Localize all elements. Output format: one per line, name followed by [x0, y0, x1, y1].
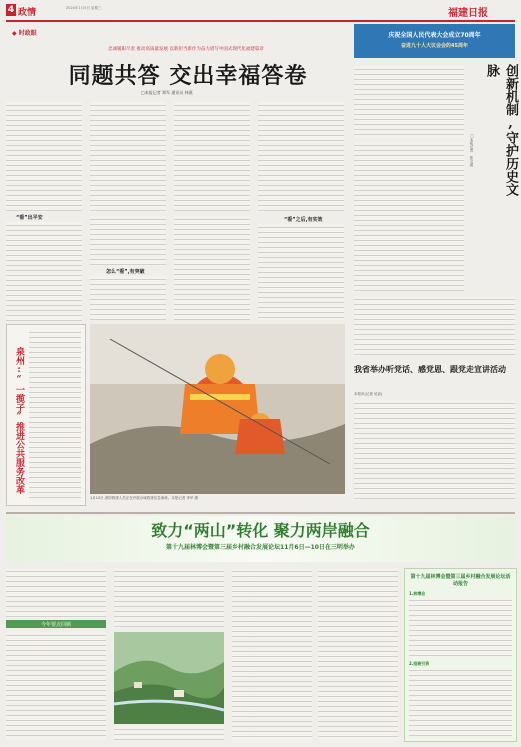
small-right-byline: 本报讯(记者 吴宸) — [354, 392, 383, 396]
body-column-2 — [90, 102, 166, 212]
bottom-feature — [6, 516, 515, 744]
small-right-title: 我省举办听党话、感党恩、跟党走宣讲活动 — [354, 364, 506, 374]
right-feature-byline: □本报记者 张文睿 — [470, 134, 474, 167]
landscape-photo — [114, 632, 224, 724]
bottom-col-2b — [114, 726, 224, 740]
bottom-block-title: 今年要点回顾 — [6, 620, 106, 628]
story-kicker: 忠诚履职尽责 推动高质量发展 以新担当新作为奋力谱写中国式现代化福建篇章 — [108, 47, 264, 52]
body-column-1 — [6, 102, 82, 212]
sidebar-body-1 — [409, 597, 512, 657]
sidebar-body-2 — [409, 667, 512, 737]
right-body-1 — [354, 66, 464, 138]
page-number: 4 — [7, 5, 15, 15]
right-body-2 — [354, 142, 464, 292]
right-body-4 — [354, 400, 515, 500]
bottom-col-2a — [114, 568, 224, 628]
bottom-col-4 — [318, 568, 398, 740]
landscape-image — [114, 632, 224, 724]
bottom-subhead: 第十九届林博会暨第三届乡村融合发展论坛11月6日—10日在三明举办 — [166, 544, 355, 551]
sidebar-heading-2: 2.招商引资 — [409, 661, 430, 666]
flag-icon: ◆ — [12, 30, 17, 37]
body-column-4b — [258, 224, 344, 320]
bottom-col-1b — [6, 632, 106, 740]
body-column-3 — [174, 102, 250, 212]
header-meta: 2024年1月5日 星期三 — [66, 6, 102, 10]
bottom-header-band — [6, 516, 515, 562]
section-name: 政情 — [18, 8, 37, 18]
body-column-1b — [6, 222, 82, 322]
left-box-body — [29, 329, 81, 501]
right-body-3 — [354, 296, 515, 356]
left-boxed-story — [6, 324, 86, 506]
sidebar-title: 第十九届林博会暨第三届乡村融合发展论坛活动报告 — [410, 574, 511, 587]
subhead-c: 怎么“看”,有突破 — [106, 269, 145, 275]
banner-line-1: 庆祝全国人民代表大会成立70周年 — [388, 32, 481, 39]
sidebar-heading-1: 1.林博会 — [409, 591, 426, 596]
banner-line-2: 奋进九十人大议会会的45周年 — [401, 43, 468, 49]
subhead-d: “看”之后,有实效 — [284, 217, 323, 223]
top-story — [6, 24, 349, 510]
body-column-4 — [258, 102, 344, 212]
right-column — [354, 24, 518, 510]
anniversary-banner — [354, 24, 515, 58]
section-divider — [6, 512, 515, 514]
right-feature-title: 创新机制,守护历史文脉 — [484, 64, 518, 196]
bottom-col-1a — [6, 568, 106, 618]
story-headline: 同题共答 交出幸福答卷 — [68, 64, 308, 89]
rescue-photo — [90, 324, 345, 494]
body-column-2c — [90, 276, 166, 320]
subhead-a: “看”出平安 — [16, 215, 43, 221]
bottom-sidebar — [404, 568, 517, 742]
story-byline: □本报记者 郑军 通讯员 林燕 — [141, 90, 193, 95]
body-column-2b — [90, 216, 166, 266]
photo-caption: 1月12日,消防救援人员正在开展水域救援应急演练。本报记者 李华 摄 — [90, 496, 199, 500]
masthead-logo: 福建日报 — [448, 8, 488, 19]
page-header — [6, 4, 515, 22]
left-box-title: 泉州:“一揽子”推进公共服务改革 — [14, 347, 24, 494]
body-column-3b — [174, 216, 250, 320]
photo-image — [90, 324, 345, 494]
story-label: ◆ 时政眼 — [12, 30, 37, 37]
bottom-headline: 致力“两山”转化 聚力两岸融合 — [151, 521, 370, 540]
bottom-col-3 — [232, 568, 312, 740]
